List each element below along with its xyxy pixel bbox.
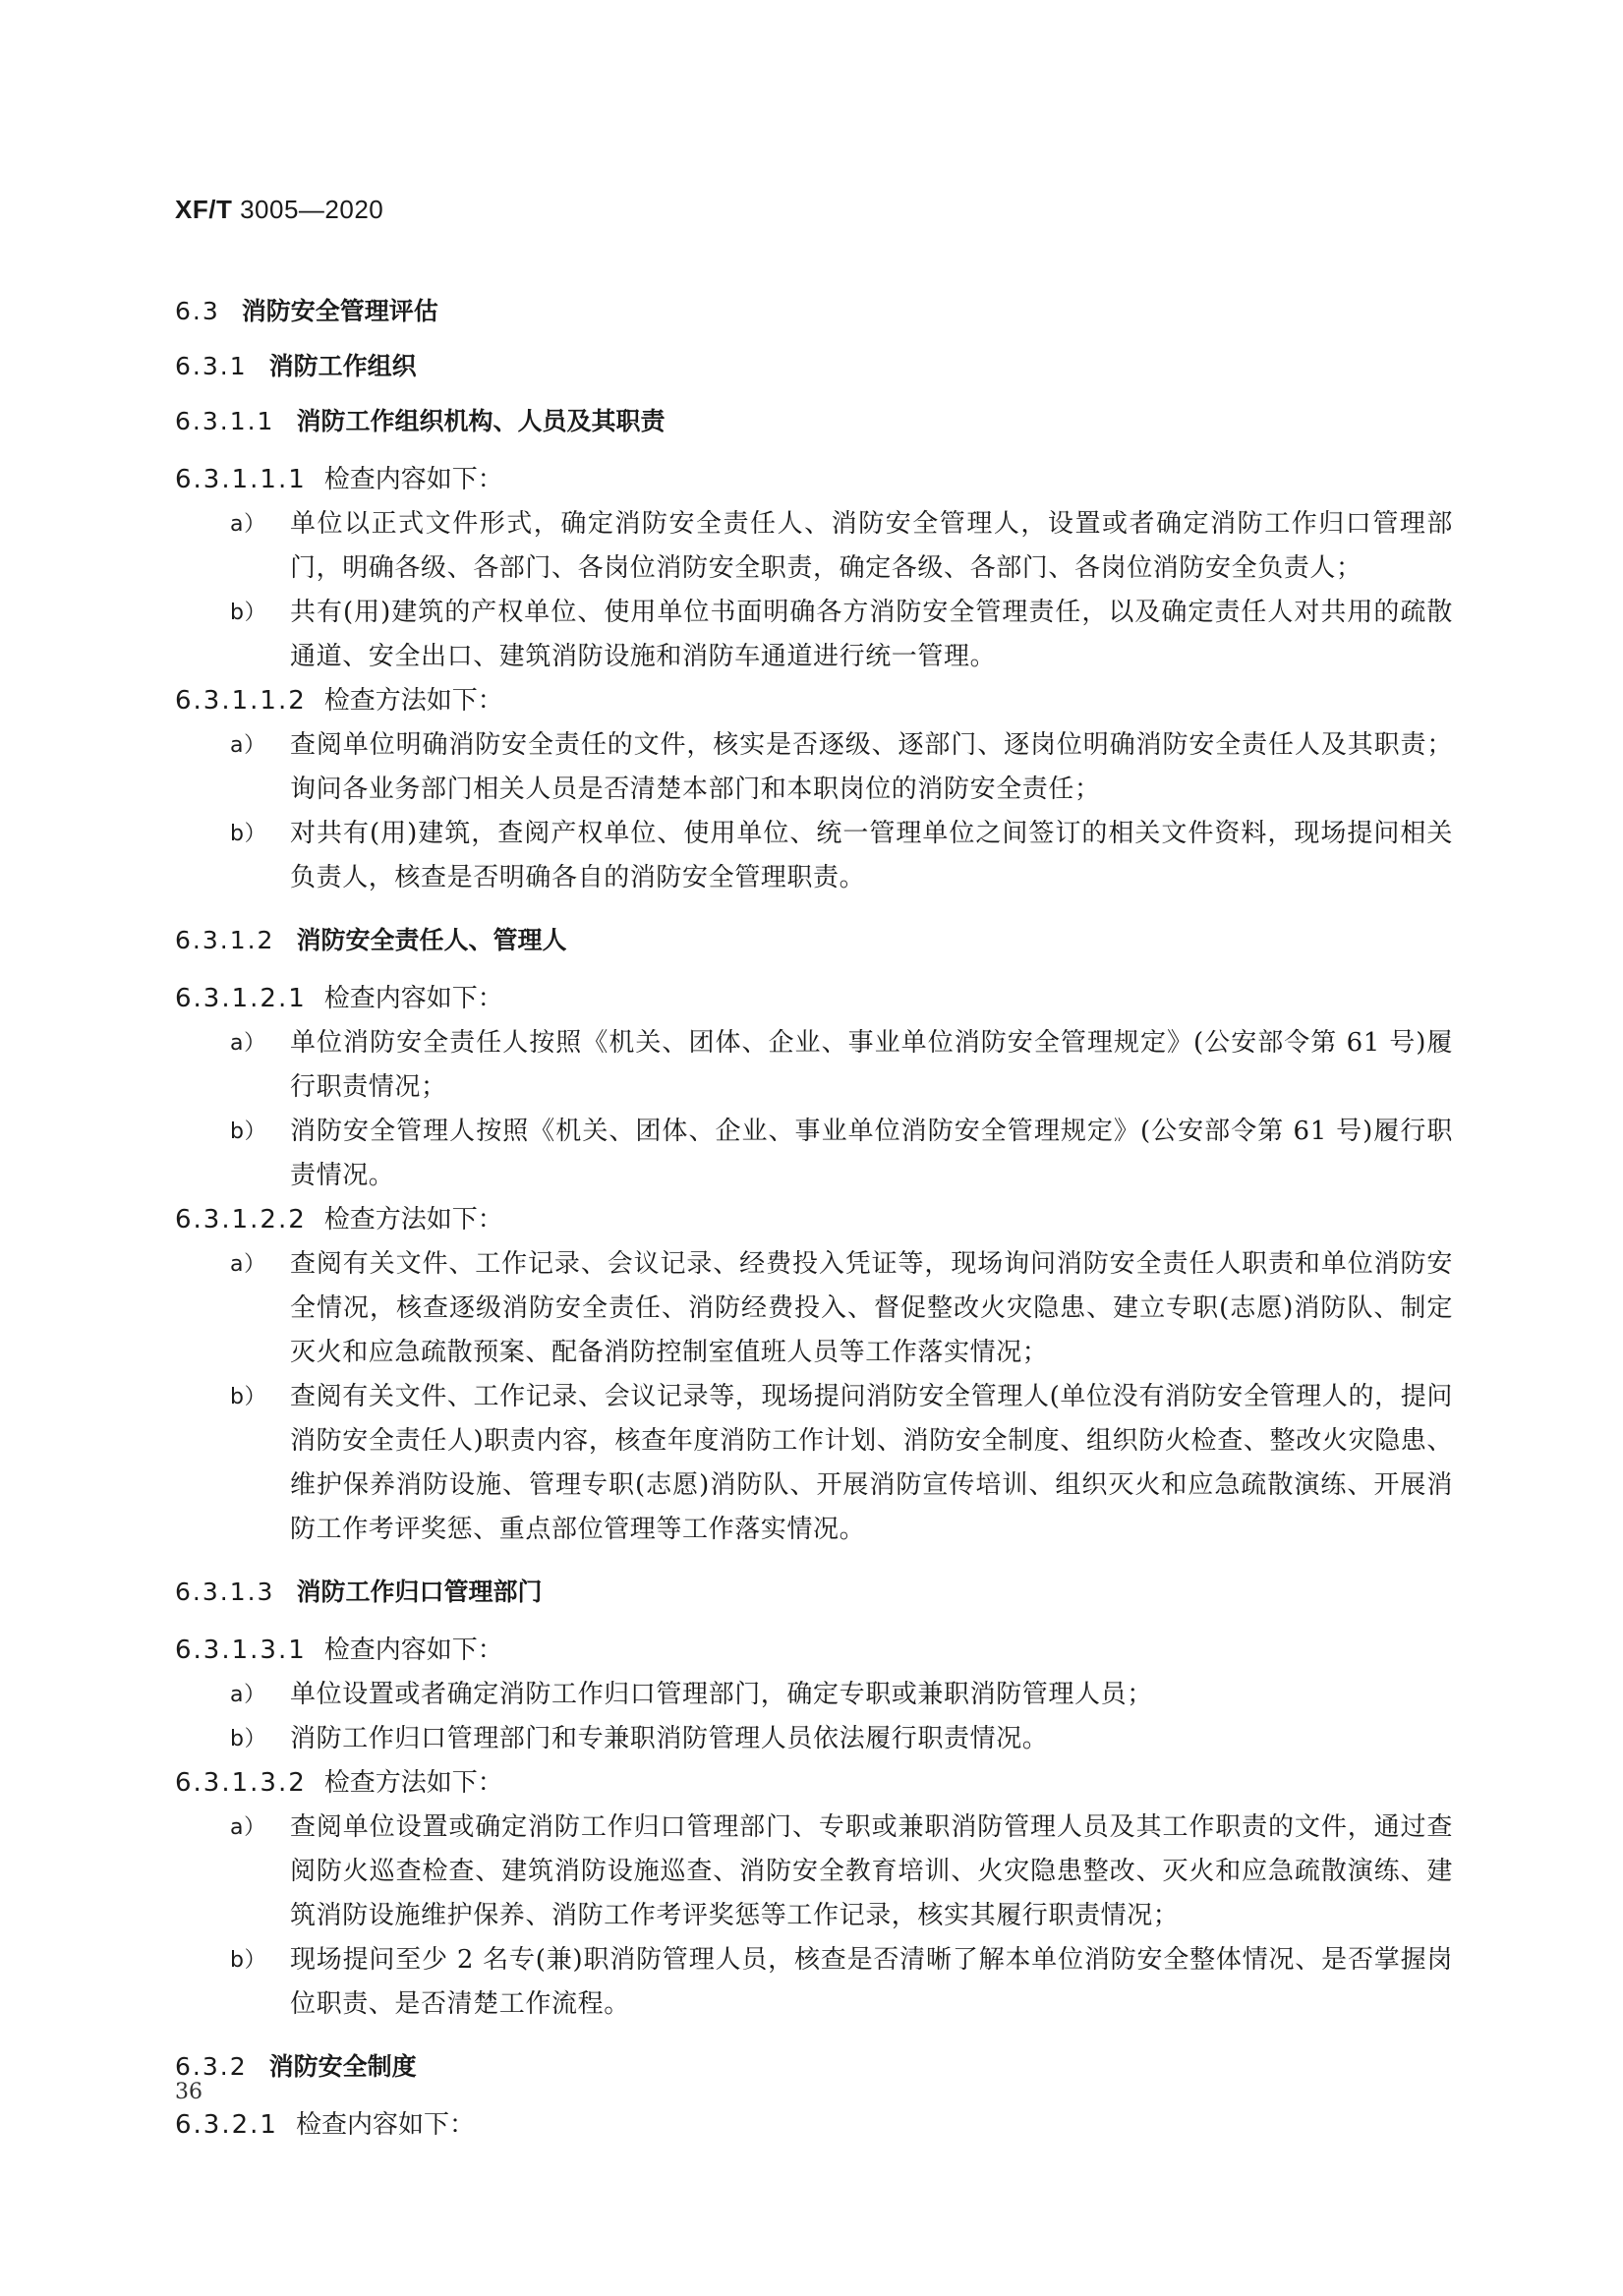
clause-text: 检查内容如下： — [323, 465, 503, 494]
section-heading — [175, 293, 1453, 330]
list-item-text: 消防工作归口管理部门和专兼职消防管理人员依法履行职责情况。 — [290, 1724, 1049, 1753]
standard-code: XF/T — [175, 195, 233, 224]
clause-text: 检查方法如下： — [323, 1768, 503, 1798]
clause-text: 检查方法如下： — [323, 1205, 503, 1234]
list-item-text: 查阅单位明确消防安全责任的文件，核实是否逐级、逐部门、逐岗位明确消防安全责任人及其职责；询问各业务部门相关人员是否清楚本部门和本职岗位的消防安全责任； — [290, 730, 1453, 804]
list-item — [175, 812, 1453, 900]
clause-number: 6.3.2.1 — [175, 2110, 278, 2140]
clause-text: 检查方法如下： — [323, 686, 503, 716]
list-marker: a） — [230, 512, 266, 537]
list-marker: a） — [230, 1252, 266, 1277]
list-item — [175, 1242, 1453, 1375]
section-number: 6.3.1.1 — [175, 407, 275, 435]
clause-number: 6.3.1.3.2 — [175, 1768, 307, 1798]
section-title: 消防工作归口管理部门 — [296, 1578, 543, 1606]
clause-number: 6.3.1.3.1 — [175, 1636, 307, 1665]
document-body — [175, 293, 1453, 2148]
document-header — [175, 195, 383, 225]
list-item — [175, 1375, 1453, 1552]
list-item — [175, 502, 1453, 591]
list-marker: b） — [230, 601, 267, 625]
list-marker: b） — [230, 1948, 267, 1973]
section-heading — [175, 1574, 1453, 1611]
list-marker: a） — [230, 1031, 266, 1056]
clause-number: 6.3.1.2.2 — [175, 1205, 307, 1234]
clause-number: 6.3.1.1.1 — [175, 465, 307, 494]
section-number: 6.3.2 — [175, 2052, 248, 2081]
clause — [175, 458, 1453, 502]
clause-number: 6.3.1.2.1 — [175, 984, 307, 1013]
list-item — [175, 1938, 1453, 2027]
list-item — [175, 1021, 1453, 1110]
list-item — [175, 591, 1453, 679]
list-item-text: 单位消防安全责任人按照《机关、团体、企业、事业单位消防安全管理规定》(公安部令第 61 号)履行职责情况； — [290, 1028, 1453, 1102]
list-marker: a） — [230, 733, 266, 758]
clause — [175, 1761, 1453, 1806]
clause — [175, 1198, 1453, 1242]
clause — [175, 1629, 1453, 1673]
section-number: 6.3.1.2 — [175, 926, 275, 954]
list-marker: b） — [230, 1385, 267, 1409]
list-item — [175, 1717, 1453, 1761]
list-marker: b） — [230, 1727, 267, 1751]
list-item — [175, 1110, 1453, 1198]
page-number: 36 — [175, 2080, 203, 2104]
section-title: 消防安全责任人、管理人 — [296, 926, 567, 954]
list-item-text: 查阅有关文件、工作记录、会议记录等，现场提问消防安全管理人(单位没有消防安全管理人的，提问消防安全责任人)职责内容，核查年度消防工作计划、消防安全制度、组织防火检查、整改火灾隐患、维护保养消防设施、管理专职(志愿)消防队、开展消防宣传培训、组织灭火和应急疏散演练、开展消防工作考评奖惩、重点部位管理等工作落实情况。 — [290, 1382, 1453, 1544]
section-title: 消防工作组织机构、人员及其职责 — [296, 407, 666, 435]
section-title: 消防工作组织 — [268, 352, 417, 380]
clause-text: 检查内容如下： — [295, 2110, 475, 2140]
list-item-text: 对共有(用)建筑，查阅产权单位、使用单位、统一管理单位之间签订的相关文件资料，现场提问相关负责人，核查是否明确各自的消防安全管理职责。 — [290, 819, 1453, 892]
list-item-text: 现场提问至少 2 名专(兼)职消防管理人员，核查是否清晰了解本单位消防安全整体情况、是否掌握岗位职责、是否清楚工作流程。 — [290, 1945, 1453, 2019]
section-heading — [175, 403, 1453, 440]
list-item — [175, 1673, 1453, 1717]
list-item — [175, 723, 1453, 812]
clause — [175, 977, 1453, 1021]
clause — [175, 2103, 1453, 2148]
standard-number: 3005—2020 — [240, 195, 384, 224]
list-marker: b） — [230, 1119, 267, 1144]
clause-text: 检查内容如下： — [323, 984, 503, 1013]
section-title: 消防安全管理评估 — [241, 297, 438, 325]
clause-text: 检查内容如下： — [323, 1636, 503, 1665]
section-number: 6.3 — [175, 297, 220, 325]
list-marker: b） — [230, 822, 267, 846]
list-item-text: 共有(用)建筑的产权单位、使用单位书面明确各方消防安全管理责任，以及确定责任人对共用的疏散通道、安全出口、建筑消防设施和消防车通道进行统一管理。 — [290, 598, 1453, 671]
section-heading — [175, 922, 1453, 959]
list-item-text: 单位设置或者确定消防工作归口管理部门，确定专职或兼职消防管理人员； — [290, 1680, 1153, 1709]
list-item — [175, 1806, 1453, 1938]
section-number: 6.3.1 — [175, 352, 248, 380]
list-item-text: 查阅单位设置或确定消防工作归口管理部门、专职或兼职消防管理人员及其工作职责的文件，通过查阅防火巡查检查、建筑消防设施巡查、消防安全教育培训、火灾隐患整改、灭火和应急疏散演练、建筑消防设施维护保养、消防工作考评奖惩等工作记录，核实其履行职责情况； — [290, 1812, 1453, 1930]
list-marker: a） — [230, 1683, 266, 1707]
section-heading — [175, 2048, 1453, 2086]
section-title: 消防安全制度 — [268, 2052, 417, 2081]
clause — [175, 679, 1453, 723]
list-item-text: 查阅有关文件、工作记录、会议记录、经费投入凭证等，现场询问消防安全责任人职责和单位消防安全情况，核查逐级消防安全责任、消防经费投入、督促整改火灾隐患、建立专职(志愿)消防队、制定灭火和应急疏散预案、配备消防控制室值班人员等工作落实情况； — [290, 1249, 1453, 1367]
list-item-text: 消防安全管理人按照《机关、团体、企业、事业单位消防安全管理规定》(公安部令第 61 号)履行职责情况。 — [290, 1117, 1453, 1190]
section-number: 6.3.1.3 — [175, 1578, 275, 1606]
clause-number: 6.3.1.1.2 — [175, 686, 307, 716]
list-item-text: 单位以正式文件形式，确定消防安全责任人、消防安全管理人，设置或者确定消防工作归口管理部门，明确各级、各部门、各岗位消防安全职责，确定各级、各部门、各岗位消防安全负责人； — [290, 509, 1453, 583]
section-heading — [175, 348, 1453, 385]
list-marker: a） — [230, 1815, 266, 1840]
